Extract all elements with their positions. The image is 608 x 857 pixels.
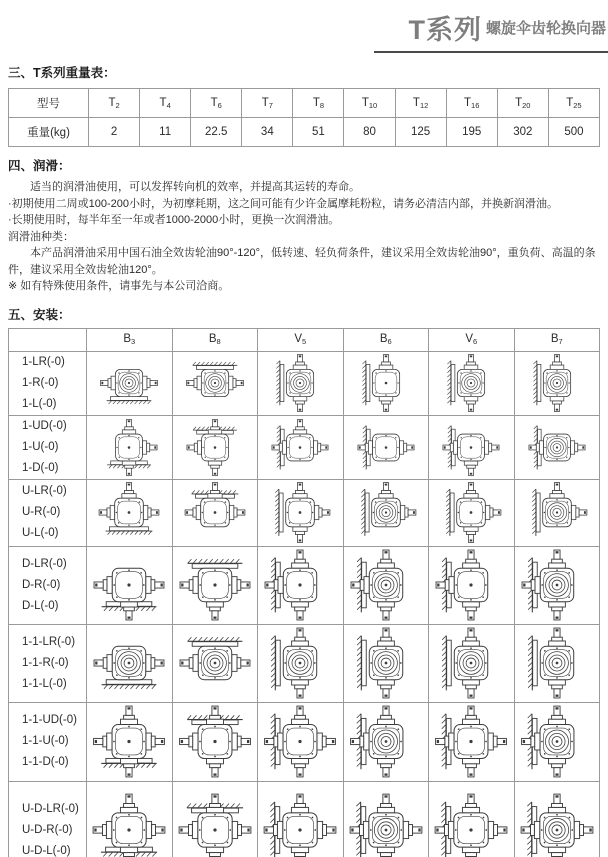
install-row (9, 702, 600, 781)
orientation-drawing-cell (429, 546, 515, 624)
mounting-code-header (343, 328, 429, 351)
gearbox-drawing (90, 417, 168, 478)
weight-cell: 500 (548, 118, 599, 147)
orientation-drawing-cell (87, 624, 173, 702)
model-header-cell: 型号 (9, 89, 89, 118)
orientation-drawing-cell (514, 415, 600, 479)
weight-section-heading: 三、T系列重量表： (8, 66, 116, 80)
page-title: T系列 (408, 15, 482, 45)
symbol-base: T (566, 96, 574, 109)
install-row-label-cell (9, 351, 87, 415)
install-row (9, 546, 600, 624)
gearbox-drawing (261, 352, 339, 414)
gearbox-drawing (176, 547, 254, 623)
symbol-base: B (550, 333, 559, 345)
orientation-drawing-cell (429, 702, 515, 781)
install-header-row (9, 328, 600, 351)
install-row (9, 351, 600, 415)
orientation-drawing-cell (514, 702, 600, 781)
gearbox-drawing (176, 480, 254, 545)
orientation-drawing-cell (429, 781, 515, 857)
orientation-drawing-cell (87, 415, 173, 479)
install-row (9, 479, 600, 546)
model-cell (293, 89, 344, 118)
orientation-drawing-cell (87, 781, 173, 857)
weight-cell: 34 (242, 118, 293, 147)
symbol-subscript: 6 (217, 100, 222, 110)
gearbox-drawing (90, 352, 168, 414)
model-cell (446, 89, 497, 118)
gearbox-drawing (347, 352, 425, 414)
special-conditions-note: ※ 如有特殊使用条件，请事先与本公司洽商。 (8, 280, 230, 292)
gearbox-drawing (518, 782, 596, 857)
mounting-code-header (514, 328, 600, 351)
header-rule (374, 51, 608, 53)
gearbox-drawing (90, 480, 168, 545)
orientation-drawing-cell (258, 781, 344, 857)
model-cell (497, 89, 548, 118)
model-variant-label: 1-1-R(-0) (22, 656, 69, 669)
symbol-subscript: 4 (166, 100, 171, 110)
weight-cell: 22.5 (191, 118, 242, 147)
symbol-subscript: 25 (573, 100, 582, 110)
gearbox-drawing (347, 782, 425, 857)
gearbox-drawing (261, 417, 339, 478)
weight-table-weight-row (9, 118, 600, 147)
gearbox-drawing (90, 625, 168, 701)
install-row (9, 415, 600, 479)
model-cell (395, 89, 446, 118)
gearbox-drawing (347, 625, 425, 701)
gearbox-drawing (432, 352, 510, 414)
gearbox-drawing (518, 417, 596, 478)
gearbox-drawing (90, 782, 168, 857)
orientation-drawing-cell (172, 702, 258, 781)
orientation-drawing-cell (258, 415, 344, 479)
model-variant-label: 1-UD(-0) (22, 419, 67, 432)
oil-types-text: 本产品润滑油采用中国石油全效齿轮油90°-120°，低转速、轻负荷条件，建议采用全效齿轮油90°，重负荷、高温的条件，建议采用全效齿轮油120°。 (8, 247, 596, 276)
install-row-label-cell (9, 546, 87, 624)
install-row-label-cell (9, 781, 87, 857)
symbol-subscript: 16 (471, 100, 480, 110)
install-table (8, 328, 600, 857)
weight-header-cell: 重量(kg) (9, 118, 89, 147)
orientation-drawing-cell (343, 781, 429, 857)
model-cell (344, 89, 395, 118)
gearbox-drawing (261, 480, 339, 545)
symbol-base: T (361, 96, 369, 109)
symbol-subscript: 6 (387, 337, 392, 346)
symbol-subscript: 2 (115, 100, 120, 110)
gearbox-drawing (518, 480, 596, 545)
symbol-base: B (379, 333, 388, 345)
gearbox-drawing (90, 547, 168, 623)
model-variant-label: 1-R(-0) (22, 376, 59, 389)
symbol-base: T (515, 96, 523, 109)
gearbox-drawing (90, 703, 168, 780)
symbol-subscript: 20 (522, 100, 531, 110)
gearbox-drawing (347, 547, 425, 623)
orientation-drawing-cell (258, 624, 344, 702)
orientation-drawing-cell (87, 351, 173, 415)
symbol-base: V (465, 333, 473, 345)
model-cell (548, 89, 599, 118)
lubrication-text-block (8, 179, 600, 295)
mounting-code-header (429, 328, 515, 351)
symbol-subscript: 8 (216, 337, 221, 346)
install-row-label-cell (9, 479, 87, 546)
model-variant-label: U-D-LR(-0) (22, 802, 79, 815)
orientation-drawing-cell (343, 479, 429, 546)
orientation-drawing-cell (258, 546, 344, 624)
gearbox-drawing (176, 703, 254, 780)
model-variant-label: 1-L(-0) (22, 397, 57, 410)
model-variant-label: 1-U(-0) (22, 440, 59, 453)
gearbox-drawing (518, 352, 596, 414)
gearbox-drawing (432, 703, 510, 780)
symbol-base: T (159, 96, 167, 109)
weight-cell: 80 (344, 118, 395, 147)
symbol-base: T (464, 96, 472, 109)
orientation-drawing-cell (87, 479, 173, 546)
gearbox-drawing (432, 782, 510, 857)
model-variant-label: D-L(-0) (22, 599, 59, 612)
gearbox-drawing (432, 547, 510, 623)
mounting-code-header (258, 328, 344, 351)
mounting-code-header (172, 328, 258, 351)
model-variant-label: 1-1-L(-0) (22, 677, 67, 690)
model-variant-label: U-D-R(-0) (22, 823, 73, 836)
symbol-subscript: 12 (419, 100, 429, 110)
orientation-drawing-cell (429, 479, 515, 546)
weight-cell: 195 (446, 118, 497, 147)
symbol-base: B (123, 333, 131, 345)
model-variant-label: U-L(-0) (22, 527, 59, 539)
model-variant-label: U-D-L(-0) (22, 844, 71, 857)
model-variant-label: U-LR(-0) (22, 485, 67, 497)
orientation-drawing-cell (172, 351, 258, 415)
orientation-drawing-cell (343, 351, 429, 415)
orientation-drawing-cell (343, 415, 429, 479)
model-variant-label: 1-1-LR(-0) (22, 635, 76, 648)
gearbox-drawing (261, 703, 339, 780)
symbol-subscript: 8 (319, 100, 325, 110)
symbol-base: T (261, 96, 269, 109)
weight-cell: 51 (293, 118, 344, 147)
weight-cell: 302 (497, 118, 548, 147)
orientation-drawing-cell (514, 546, 600, 624)
orientation-drawing-cell (87, 546, 173, 624)
symbol-base: T (108, 96, 116, 109)
symbol-subscript: 3 (131, 337, 136, 346)
gearbox-drawing (347, 703, 425, 780)
orientation-drawing-cell (429, 415, 515, 479)
model-cell (242, 89, 293, 118)
orientation-drawing-cell (172, 781, 258, 857)
weight-cell: 11 (140, 118, 191, 147)
gearbox-drawing (176, 417, 254, 478)
model-variant-label: D-LR(-0) (22, 557, 67, 570)
gearbox-drawing (347, 417, 425, 478)
gearbox-drawing (518, 625, 596, 701)
gearbox-drawing (176, 782, 254, 857)
orientation-drawing-cell (514, 624, 600, 702)
orientation-drawing-cell (429, 624, 515, 702)
lubrication-intro: 适当的润滑油使用，可以发挥转向机的效率，并提高其运转的寿命。 (30, 181, 360, 193)
install-row-label-cell (9, 702, 87, 781)
model-cell (191, 89, 242, 118)
orientation-drawing-cell (87, 702, 173, 781)
symbol-subscript: 5 (302, 337, 307, 346)
lubrication-section-heading: 四、润滑： (8, 159, 71, 173)
orientation-drawing-cell (172, 624, 258, 702)
orientation-drawing-cell (172, 546, 258, 624)
orientation-drawing-cell (258, 351, 344, 415)
symbol-base: V (294, 333, 302, 345)
gearbox-drawing (176, 352, 254, 414)
symbol-subscript: 10 (368, 100, 378, 110)
orientation-drawing-cell (343, 624, 429, 702)
model-cell (140, 89, 191, 118)
orientation-drawing-cell (429, 351, 515, 415)
model-variant-label: 1-1-UD(-0) (22, 714, 77, 726)
gearbox-drawing (432, 417, 510, 478)
gearbox-drawing (261, 782, 339, 857)
symbol-base: B (208, 333, 217, 345)
lubrication-bullet: ·长期使用时，每半年至一年或者1000-2000小时，更换一次润滑油。 (8, 214, 340, 226)
oil-types-heading: 润滑油种类： (8, 230, 74, 243)
model-variant-label: U-R(-0) (22, 506, 61, 518)
orientation-drawing-cell (514, 479, 600, 546)
gearbox-drawing (261, 625, 339, 701)
model-variant-label: 1-1-D(-0) (22, 756, 69, 768)
model-cell (89, 89, 140, 118)
symbol-subscript: 7 (268, 100, 273, 110)
symbol-subscript: 7 (558, 337, 563, 346)
model-variant-label: 1-LR(-0) (22, 355, 65, 368)
install-corner-cell (9, 328, 87, 351)
model-variant-label: 1-1-U(-0) (22, 735, 69, 747)
mounting-code-header (87, 328, 173, 351)
orientation-drawing-cell (172, 415, 258, 479)
gearbox-drawing (518, 547, 596, 623)
gearbox-drawing (176, 625, 254, 701)
install-row (9, 781, 600, 857)
model-variant-label: D-R(-0) (22, 578, 61, 591)
page-subtitle: 螺旋伞齿轮换向器 (485, 20, 606, 37)
page-header (0, 0, 608, 53)
install-row-label-cell (9, 415, 87, 479)
weight-table (8, 88, 600, 147)
orientation-drawing-cell (258, 702, 344, 781)
orientation-drawing-cell (343, 546, 429, 624)
weight-table-model-row (9, 89, 600, 118)
symbol-base: T (210, 96, 218, 109)
weight-cell: 125 (395, 118, 446, 147)
install-section-heading: 五、安装： (8, 307, 71, 322)
weight-cell: 2 (89, 118, 140, 147)
install-row-label-cell (9, 624, 87, 702)
gearbox-drawing (432, 625, 510, 701)
gearbox-drawing (518, 703, 596, 780)
gearbox-drawing (261, 547, 339, 623)
orientation-drawing-cell (514, 781, 600, 857)
model-variant-label: 1-D(-0) (22, 461, 59, 474)
gearbox-drawing (347, 480, 425, 545)
orientation-drawing-cell (258, 479, 344, 546)
orientation-drawing-cell (172, 479, 258, 546)
lubrication-bullet: ·初期使用二周或100-200小时，为初摩耗期，这之间可能有少许金属摩耗粉粒，请务必清洁内部，并换新润滑油。 (8, 197, 559, 210)
symbol-base: T (412, 96, 420, 109)
orientation-drawing-cell (514, 351, 600, 415)
orientation-drawing-cell (343, 702, 429, 781)
symbol-base: T (312, 96, 320, 109)
gearbox-drawing (432, 480, 510, 545)
install-row (9, 624, 600, 702)
symbol-subscript: 6 (473, 337, 478, 346)
